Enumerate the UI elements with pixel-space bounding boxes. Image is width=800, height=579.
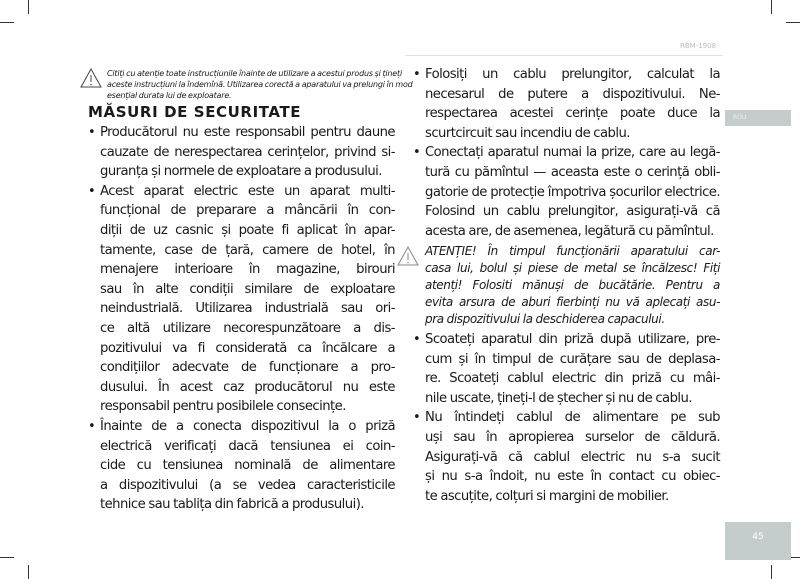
left-column — [88, 123, 395, 515]
language-tab: ROU — [725, 110, 791, 126]
text-line: Folosind un cablu prelungitor, asigurați-vă că — [425, 204, 720, 220]
crop-mark — [786, 22, 800, 23]
text-line: te ascuțite, colțuri si margini de mobilier. — [425, 488, 669, 504]
text-line: Conectați aparatul numai la prize, care au legă- — [425, 145, 720, 161]
text-line: gatorie de protecție împotriva șocurilor electrice. — [425, 184, 720, 200]
text-line: funcțional de preparare a mâncării în con- — [100, 203, 395, 219]
right-column-top — [413, 65, 720, 241]
bullet-icon: • — [88, 125, 96, 140]
crop-mark — [771, 0, 772, 14]
text-line: ce altă utilizare necorespunzătoare a dis- — [100, 320, 395, 336]
text-line: necesarul de putere a dispozitivului. Ne- — [425, 86, 720, 102]
text-line: Nu întindeți cablul de alimentare pe sub — [425, 410, 720, 426]
crop-mark — [28, 0, 29, 14]
intro-warning: Citiți cu atenție toate instrucțiunile înainte de utilizare a acestui produs și țineți aceste instrucțiuni la îndemînă. Utilizarea corectă a aparatului va prelungi în mod esențial durata lui de exploatare. — [107, 69, 413, 100]
text-line: menajere interioare în magazine, birouri — [100, 262, 395, 278]
bullet-icon: • — [413, 145, 421, 161]
warning-icon — [80, 68, 102, 88]
text-line: Producătorul nu este responsabil pentru daune — [100, 125, 395, 140]
bullet-item — [88, 123, 395, 182]
bullet-item — [413, 65, 720, 143]
text-line: electrică verificați dacă tensiunea ei coin- — [100, 438, 395, 454]
crop-mark — [0, 22, 14, 23]
bullet-icon: • — [413, 67, 421, 82]
header-rule — [405, 55, 723, 56]
text-line: Folosiți un cablu prelungitor, calculat la — [425, 67, 720, 82]
bullet-item — [88, 417, 395, 515]
bullet-icon: • — [413, 332, 421, 347]
text-line: sau în alte condiții similare de exploatare — [100, 281, 395, 297]
text-line: nile uscate, țineți-l de ștecher și nu de cablu. — [425, 390, 692, 406]
text-line: acesta are, de asemenea, legătură cu pămîntul. — [425, 223, 714, 239]
bullet-icon: • — [413, 410, 421, 426]
bullet-item — [413, 330, 720, 408]
text-line: Asigurați-vă că cablul electric nu s-a sucit — [425, 449, 720, 465]
text-line: scurtcircuit sau incendiu de cablu. — [425, 125, 630, 141]
text-line: diții de uz casnic și poate fi aplicat în apar- — [100, 222, 395, 238]
text-line: re. Scoateți cablul electric din priză cu mâi- — [425, 371, 720, 387]
text-line: responsabil pentru posibilele consecințe. — [100, 399, 346, 415]
text-line: cum și în timpul de curățare sau de deplasa- — [425, 351, 720, 367]
crop-mark — [0, 557, 14, 558]
text-line: condițiilor adecvate de funcționare a pro- — [100, 360, 395, 376]
text-line: pozitivului va fi considerată ca încălcare a — [100, 340, 395, 356]
text-line: neindustrială. Utilizarea industrială sau ori- — [100, 301, 395, 317]
text-line: tehnice sau tablița din fabrică a produsului). — [100, 497, 364, 513]
bullet-item — [88, 182, 395, 417]
text-line: și nu s-a îndoit, nu este în contact cu obiec- — [425, 469, 720, 485]
text-line: respectarea acestei cerințe poate duce la — [425, 106, 720, 122]
text-line: guranța și normele de exploatare a produsului. — [100, 164, 382, 180]
bullet-item — [413, 408, 720, 506]
page-number: 45 — [725, 522, 791, 560]
text-line: tură cu pămîntul — aceasta este o cerință obli- — [425, 164, 720, 180]
warning-icon — [397, 246, 419, 266]
text-line: cide cu tensiunea nominală de alimentare — [100, 458, 395, 474]
text-line: tamente, case de țară, camere de hotel, în — [100, 242, 395, 258]
crop-mark — [28, 565, 29, 579]
attention-warning: ATENȚIE! În timpul funcționării aparatului car- casa lui, bolul și piese de metal se încălzesc! Fiți atenți! Folositi mănuși de bucătărie. Pentru a evita arsura de aburi fierbinți nu vă aplecați asu- pra dispozitivului la deschiderea capacului. — [425, 244, 720, 326]
bullet-icon: • — [88, 183, 96, 199]
bullet-icon: • — [88, 418, 96, 434]
text-line: Înainte de a conecta dispozitivul la o priză — [100, 418, 395, 434]
right-column-bottom — [413, 330, 720, 506]
model-number: RBM-1908 — [680, 42, 717, 50]
text-line: a dispozitivului (a se vedea caracteristicile — [100, 477, 395, 493]
crop-mark — [771, 565, 772, 579]
text-line: dusului. În acest caz producătorul nu este — [100, 379, 395, 395]
text-line: cauzate de nerespectarea cerințelor, privind si- — [100, 144, 395, 160]
section-heading: MĂSURI DE SECURITATE — [88, 103, 302, 121]
text-line: Acest aparat electric este un aparat multi- — [100, 183, 395, 199]
bullet-item — [413, 143, 720, 241]
text-line: Scoateți aparatul din priză după utilizare, pre- — [425, 332, 720, 347]
text-line: uși sau în apropierea surselor de căldură. — [425, 429, 720, 445]
